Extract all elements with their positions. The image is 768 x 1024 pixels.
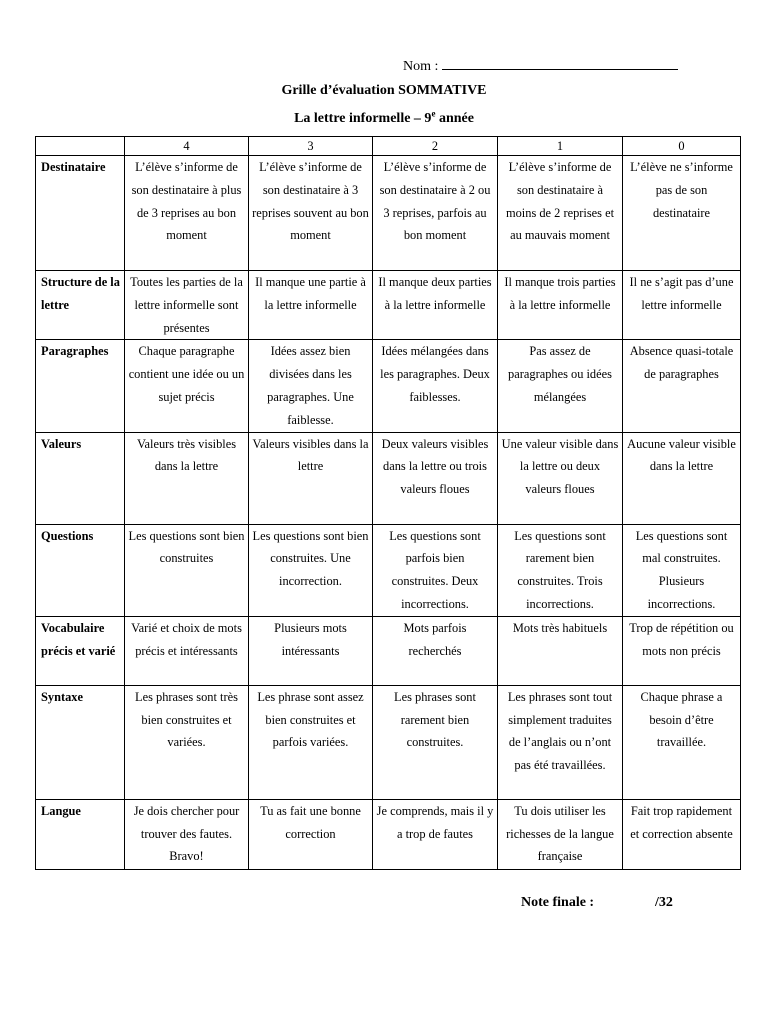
- table-row: [36, 799, 741, 869]
- table-cell: Absence quasi-totale de paragraphes: [623, 340, 741, 432]
- page-subtitle: [0, 110, 768, 128]
- table-row: [36, 156, 741, 271]
- table-cell: Toutes les parties de la lettre informelle sont présentes: [125, 271, 249, 340]
- table-row: [36, 271, 741, 340]
- table-row: [36, 616, 741, 685]
- table-cell: Il manque trois parties à la lettre informelle: [498, 271, 623, 340]
- name-field: [403, 56, 678, 76]
- table-cell: Les questions sont mal construites. Plusieurs incorrections.: [623, 524, 741, 616]
- table-row: [36, 685, 741, 799]
- score-header-4: 4: [125, 137, 249, 156]
- table-cell: Idées assez bien divisées dans les paragraphes. Une faiblesse.: [249, 340, 373, 432]
- table-cell: Une valeur visible dans la lettre ou deux valeurs floues: [498, 432, 623, 524]
- subtitle-superscript: e: [431, 108, 436, 119]
- table-cell: Deux valeurs visibles dans la lettre ou trois valeurs floues: [373, 432, 498, 524]
- table-cell: Plusieurs mots intéressants: [249, 616, 373, 685]
- score-header-3: 3: [249, 137, 373, 156]
- table-cell: Mots parfois recherchés: [373, 616, 498, 685]
- header-corner-cell: [36, 137, 125, 156]
- table-cell: Pas assez de paragraphes ou idées mélangées: [498, 340, 623, 432]
- table-cell: Fait trop rapidement et correction absente: [623, 799, 741, 869]
- table-cell: Aucune valeur visible dans la lettre: [623, 432, 741, 524]
- page-title: Grille d’évaluation SOMMATIVE: [281, 83, 487, 98]
- table-cell: Il manque une partie à la lettre informelle: [249, 271, 373, 340]
- subtitle-main: La lettre informelle – 9: [294, 111, 432, 126]
- score-header-row: [36, 137, 741, 156]
- table-cell: Chaque phrase a besoin d’être travaillée.: [623, 685, 741, 799]
- table-cell: Tu dois utiliser les richesses de la langue française: [498, 799, 623, 869]
- criterion-paragraphes: Paragraphes: [36, 340, 125, 432]
- table-cell: Les phrase sont assez bien construites et parfois variées.: [249, 685, 373, 799]
- table-cell: Les questions sont bien construites. Une incorrection.: [249, 524, 373, 616]
- score-header-0: 0: [623, 137, 741, 156]
- criterion-destinataire: Destinataire: [36, 156, 125, 271]
- criterion-valeurs: Valeurs: [36, 432, 125, 524]
- criterion-structure: Structure de la lettre: [36, 271, 125, 340]
- final-grade-total: /32: [655, 895, 673, 910]
- table-cell: L’élève s’informe de son destinataire à moins de 2 reprises et au mauvais moment: [498, 156, 623, 271]
- criterion-syntaxe: Syntaxe: [36, 685, 125, 799]
- table-cell: L’élève ne s’informe pas de son destinataire: [623, 156, 741, 271]
- table-cell: Les questions sont parfois bien construites. Deux incorrections.: [373, 524, 498, 616]
- final-grade-label: Note finale :: [521, 895, 595, 910]
- table-cell: Les phrases sont très bien construites et variées.: [125, 685, 249, 799]
- table-cell: Chaque paragraphe contient une idée ou un sujet précis: [125, 340, 249, 432]
- score-header-2: 2: [373, 137, 498, 156]
- table-cell: Je dois chercher pour trouver des fautes. Bravo!: [125, 799, 249, 869]
- table-cell: Tu as fait une bonne correction: [249, 799, 373, 869]
- table-cell: Trop de répétition ou mots non précis: [623, 616, 741, 685]
- table-cell: Les phrases sont rarement bien construites.: [373, 685, 498, 799]
- table-cell: L’élève s’informe de son destinataire à 2 ou 3 reprises, parfois au bon moment: [373, 156, 498, 271]
- table-cell: Il manque deux parties à la lettre informelle: [373, 271, 498, 340]
- table-cell: Les questions sont bien construites: [125, 524, 249, 616]
- table-cell: L’élève s’informe de son destinataire à 3 reprises souvent au bon moment: [249, 156, 373, 271]
- criterion-questions: Questions: [36, 524, 125, 616]
- table-cell: Valeurs visibles dans la lettre: [249, 432, 373, 524]
- criterion-vocabulaire: Vocabulaire précis et varié: [36, 616, 125, 685]
- table-cell: Les phrases sont tout simplement traduites de l’anglais ou n’ont pas été travaillées.: [498, 685, 623, 799]
- score-header-1: 1: [498, 137, 623, 156]
- name-label: Nom :: [403, 59, 439, 74]
- table-row: [36, 524, 741, 616]
- name-blank-line: [442, 56, 678, 70]
- criterion-langue: Langue: [36, 799, 125, 869]
- table-cell: Varié et choix de mots précis et intéressants: [125, 616, 249, 685]
- table-cell: Mots très habituels: [498, 616, 623, 685]
- evaluation-grid: [35, 136, 741, 870]
- subtitle-end: année: [435, 111, 474, 126]
- table-cell: Idées mélangées dans les paragraphes. Deux faiblesses.: [373, 340, 498, 432]
- table-cell: Valeurs très visibles dans la lettre: [125, 432, 249, 524]
- table-cell: Il ne s’agit pas d’une lettre informelle: [623, 271, 741, 340]
- table-row: [36, 432, 741, 524]
- table-cell: Je comprends, mais il y a trop de fautes: [373, 799, 498, 869]
- table-row: [36, 340, 741, 432]
- table-cell: L’élève s’informe de son destinataire à plus de 3 reprises au bon moment: [125, 156, 249, 271]
- table-cell: Les questions sont rarement bien construites. Trois incorrections.: [498, 524, 623, 616]
